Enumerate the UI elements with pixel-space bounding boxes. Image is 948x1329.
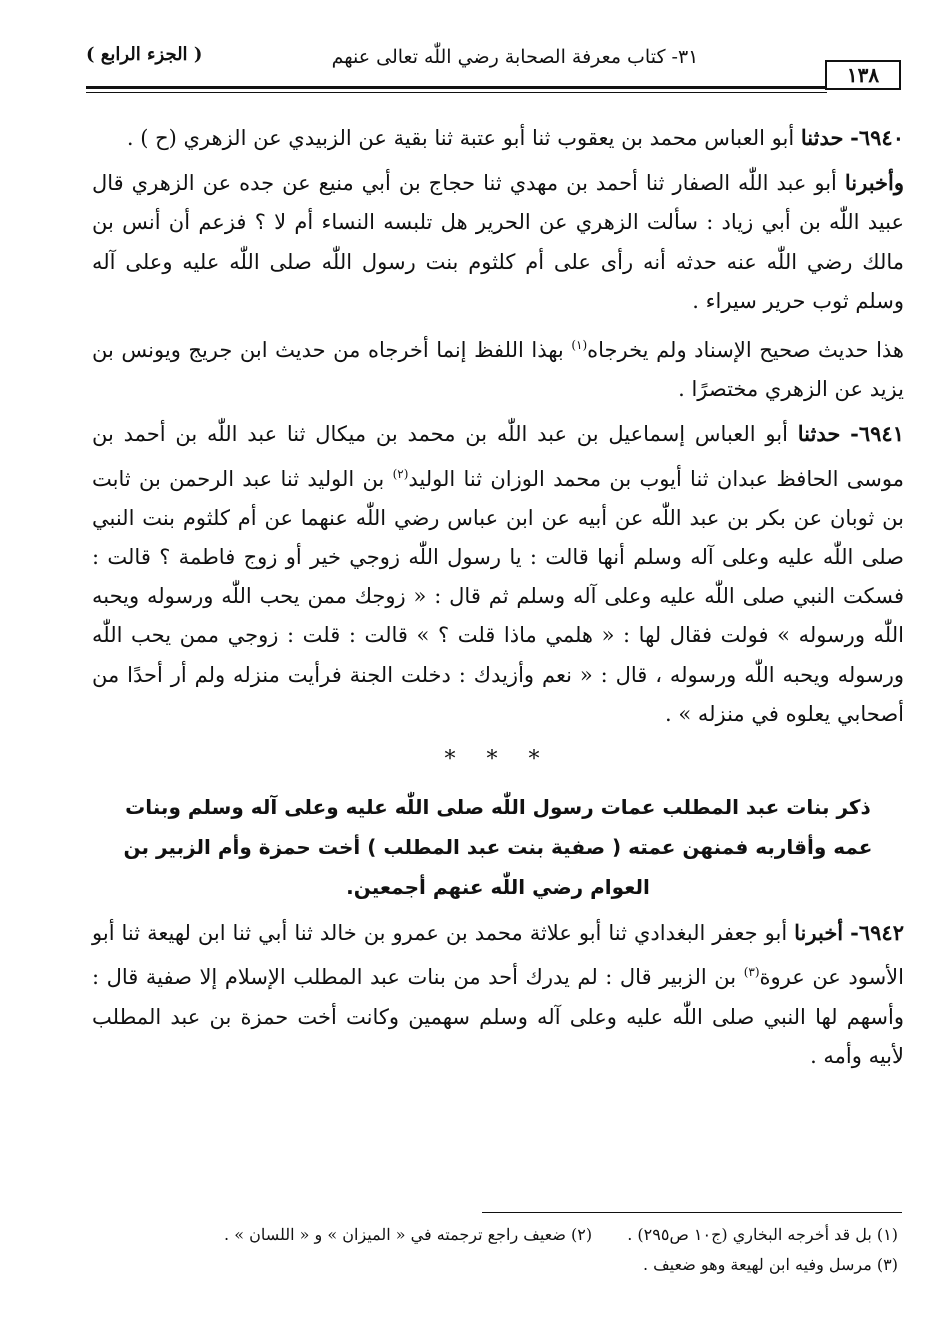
hadith-number: ٦٩٤٠- — [850, 125, 904, 150]
header-rule-thin — [86, 92, 827, 93]
footnote-3: (٣) مرسل وفيه ابن لهيعة وهو ضعيف . — [642, 1255, 898, 1274]
hadith-6940 — [92, 118, 904, 158]
narration-keyword: وأخبرنا — [844, 170, 904, 196]
section-separator: * * * — [444, 747, 552, 773]
hadith-6941 — [92, 414, 904, 734]
grading-text: هذا حديث صحيح الإسناد ولم يخرجاه — [587, 338, 904, 363]
grading-paragraph — [92, 326, 904, 409]
header-rule-thick — [86, 86, 827, 89]
narration-keyword: حدثنا — [797, 421, 841, 447]
footnote-ref-3[interactable]: (٣) — [743, 965, 760, 980]
hadith-text: أبو العباس محمد بن يعقوب ثنا أبو عتبة ثنا بقية عن الزبيدي عن الزهري (ح ) . — [126, 126, 795, 150]
grading-text-continued: بهذا اللفظ إنما أخرجاه من حديث ابن جريج ويونس بن يزيد عن الزهري مختصرًا . — [92, 338, 904, 402]
hadith-6942 — [92, 913, 904, 1076]
page-number: ١٣٨ — [825, 60, 901, 90]
footnote-ref-2[interactable]: (٢) — [392, 466, 409, 481]
footnote-1: (١) بل قد أخرجه البخاري (ج١٠ ص٢٩٥) . — [627, 1225, 898, 1244]
hadith-number: ٦٩٤١- — [850, 421, 904, 447]
hadith-number: ٦٩٤٢- — [850, 920, 904, 946]
footnote-2: (٢) ضعيف راجع ترجمته في « الميزان » و « اللسان » . — [224, 1225, 593, 1244]
main-text — [92, 118, 904, 1081]
narration-akhbarana — [92, 163, 904, 321]
footnote-rule — [482, 1212, 902, 1213]
narration-keyword: أخبرنا — [794, 920, 844, 946]
narration-text: أبو عبد اللّٰه الصفار ثنا أحمد بن مهدي ثنا حجاج بن أبي منيع عن جده عن الزهري قال عبيد اللّٰه بن أبي زياد : سألت الزهري عن الحرير هل تلبسه النساء أم لا ؟ فزعم أن أنس بن مالك رضي اللّٰه عنه حدثه أنه رأى على أم كلثوم بنت رسول اللّٰه صلى اللّٰه عليه وعلى آله وسلم ثوب حرير سيراء . — [92, 171, 904, 313]
page-header — [86, 38, 901, 87]
hadith-text-continued: بن الوليد ثنا عبد الرحمن بن ثابت بن ثوبان عن بكر بن عبد اللّٰه عن أبيه عن ابن عباس رضي اللّٰه عنهما عن أم كلثوم بنت النبي صلى اللّٰه عليه وعلى آله وسلم أنها قالت : يا رسول اللّٰه زوجي خير أو زوج فاطمة ؟ قالت : فسكت النبي صلى اللّٰه عليه وعلى آله وسلم ثم قال : « زوجك ممن يحب اللّٰه ورسوله ويحبه اللّٰه ورسوله » فولت فقال لها : « هلمي ماذا قلت ؟ » قالت : قلت : زوجي ممن يحب اللّٰه ورسوله ويحبه اللّٰه ورسوله ، قال : « نعم وأزيدك : دخلت الجنة فرأيت منزله ولم أر أحدًا من أصحابي يعلوه في منزله » . — [92, 466, 904, 726]
footnotes — [88, 1220, 898, 1280]
running-title: ٣١- كتاب معرفة الصحابة رضي اللّٰه تعالى عنهم — [331, 46, 699, 68]
hadith-text-continued: بن الزبير قال : لم يدرك أحد من بنات عبد المطلب الإسلام إلا صفية قال : وأسهم لها النبي صلى اللّٰه عليه وعلى آله وسلم سهمين وكانت أخت حمزة بن عبد المطلب لأبيه وأمه . — [92, 965, 904, 1068]
footnote-ref-1[interactable]: (١) — [571, 338, 588, 353]
volume-label: ( الجزء الرابع ) — [86, 44, 203, 65]
hadith-text: أبو جعفر البغدادي ثنا أبو علاثة محمد بن عمرو بن خالد ثنا أبي ثنا ابن لهيعة ثنا أبو الأسود عن عروة — [92, 921, 904, 990]
hadith-text: أبو العباس إسماعيل بن عبد اللّٰه بن محمد بن ميكال ثنا عبد اللّٰه بن أحمد بن موسى الحافظ عبدان ثنا أيوب بن محمد الوزان ثنا الوليد — [92, 422, 904, 491]
narration-keyword: حدثنا — [800, 125, 844, 150]
footnote-row — [88, 1220, 898, 1250]
footnote-row — [88, 1250, 898, 1280]
section-heading: ذكر بنات عبد المطلب عمات رسول اللّٰه صلى اللّٰه عليه وعلى آله وسلم وبنات عمه وأقاربه فمنهن عمته ( صفية بنت عبد المطلب ) أخت حمزة وأم الزبير بن العوام رضي اللّٰه عنهم أجمعين. — [123, 795, 873, 900]
